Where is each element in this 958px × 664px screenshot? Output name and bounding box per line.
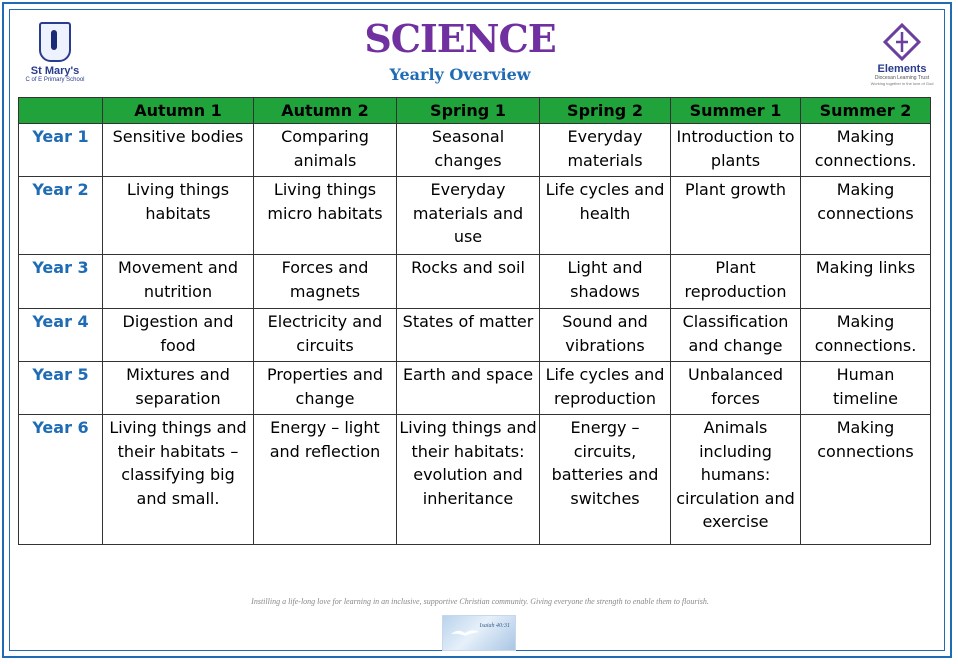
year-label: Year 5 xyxy=(19,362,103,415)
table-cell: Life cycles and reproduction xyxy=(540,362,671,415)
table-cell: Living things and their habitats: evolution and inheritance xyxy=(397,415,540,545)
header-cell: Autumn 1 xyxy=(103,98,254,124)
verse-image xyxy=(442,615,516,651)
school-name: St Mary's xyxy=(30,65,80,77)
table-cell: Movement and nutrition xyxy=(103,255,254,309)
table-cell: Plant reproduction xyxy=(671,255,801,309)
table-row xyxy=(19,415,931,545)
table-cell: Making links xyxy=(801,255,931,309)
table-cell: States of matter xyxy=(397,309,540,362)
trust-tagline: Working together in the love of God xyxy=(870,81,934,86)
table-cell: Classification and change xyxy=(671,309,801,362)
school-subtitle: C of E Primary School xyxy=(25,77,85,83)
yearly-overview-table xyxy=(18,97,931,545)
year-label: Year 6 xyxy=(19,415,103,545)
table-cell: Comparing animals xyxy=(254,124,397,177)
table-cell: Properties and change xyxy=(254,362,397,415)
table-cell: Energy – light and reflection xyxy=(254,415,397,545)
table-cell: Animals including humans: circulation and exercise xyxy=(671,415,801,545)
header-cell xyxy=(19,98,103,124)
table-cell: Energy – circuits, batteries and switches xyxy=(540,415,671,545)
table-cell: Light and shadows xyxy=(540,255,671,309)
trust-logo xyxy=(864,22,940,86)
table-cell: Making connections xyxy=(801,177,931,255)
table-cell: Living things habitats xyxy=(103,177,254,255)
eagle-icon xyxy=(451,628,479,638)
verse-reference: Isaiah 40:31 xyxy=(479,623,510,629)
table-cell: Sound and vibrations xyxy=(540,309,671,362)
table-cell: Digestion and food xyxy=(103,309,254,362)
table-row xyxy=(19,309,931,362)
table-row xyxy=(19,177,931,255)
table-row xyxy=(19,362,931,415)
table-cell: Everyday materials xyxy=(540,124,671,177)
header-cell: Autumn 2 xyxy=(254,98,397,124)
header-cell: Summer 2 xyxy=(801,98,931,124)
year-label: Year 1 xyxy=(19,124,103,177)
table-cell: Living things micro habitats xyxy=(254,177,397,255)
table-cell: Seasonal changes xyxy=(397,124,540,177)
table-cell: Making connections. xyxy=(801,124,931,177)
table-cell: Unbalanced forces xyxy=(671,362,801,415)
table-row xyxy=(19,124,931,177)
table-cell: Living things and their habitats – classifying big and small. xyxy=(103,415,254,545)
table-cell: Making connections. xyxy=(801,309,931,362)
page-subtitle: Yearly Overview xyxy=(389,65,531,84)
table-cell: Sensitive bodies xyxy=(103,124,254,177)
table-row xyxy=(19,255,931,309)
header-cell: Summer 1 xyxy=(671,98,801,124)
header-cell: Spring 1 xyxy=(397,98,540,124)
table-cell: Making connections xyxy=(801,415,931,545)
year-label: Year 2 xyxy=(19,177,103,255)
school-crest-icon xyxy=(39,22,71,62)
year-label: Year 4 xyxy=(19,309,103,362)
table-cell: Introduction to plants xyxy=(671,124,801,177)
table-cell: Electricity and circuits xyxy=(254,309,397,362)
table-cell: Life cycles and health xyxy=(540,177,671,255)
table-cell: Mixtures and separation xyxy=(103,362,254,415)
header-cell: Spring 2 xyxy=(540,98,671,124)
trust-diamond-icon xyxy=(882,22,922,62)
table-cell: Plant growth xyxy=(671,177,801,255)
page-title: SCIENCE xyxy=(364,16,556,61)
trust-name: Elements xyxy=(877,63,927,75)
trust-subtitle: Diocesan Learning Trust xyxy=(874,75,930,81)
table-cell: Everyday materials and use xyxy=(397,177,540,255)
table-header-row xyxy=(19,98,931,124)
table-cell: Human timeline xyxy=(801,362,931,415)
year-label: Year 3 xyxy=(19,255,103,309)
table-cell: Rocks and soil xyxy=(397,255,540,309)
school-logo xyxy=(22,22,88,84)
school-motto: Instilling a life-long love for learning in an inclusive, supportive Christian community. Giving everyone the strength to enable them to flourish. xyxy=(251,597,709,606)
table-cell: Forces and magnets xyxy=(254,255,397,309)
table-cell: Earth and space xyxy=(397,362,540,415)
